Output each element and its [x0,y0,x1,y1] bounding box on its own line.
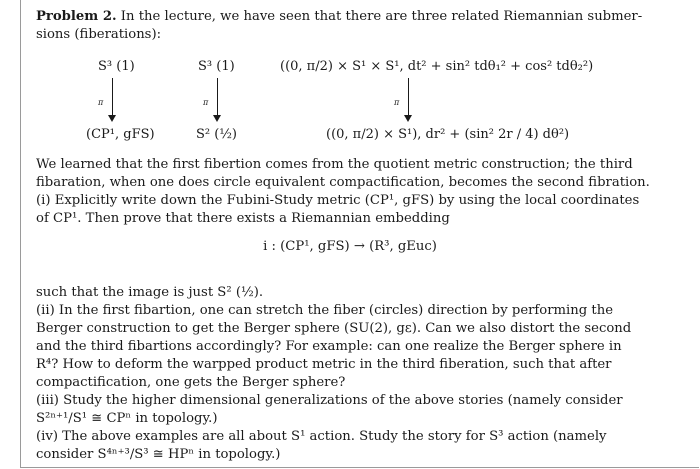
col3-top: ((0, π/2) × S¹ × S¹, dt² + sin² tdθ₁² + cos² tdθ₂²) [280,59,594,74]
paragraph-2-line: such that the image is just S² (½). [36,285,264,300]
col2-arrow: π [211,78,225,124]
problem-header [36,8,670,44]
paragraph-2-line: R⁴? How to deform the warpped product metric in the third fiberation, such that after [36,357,612,372]
col3-bottom: ((0, π/2) × S¹), dr² + (sin² 2r / 4) dθ²) [326,127,570,142]
col2-top: S³ (1) [198,59,235,74]
paragraph-2-line: and the third fibartions accordingly? For example: can one realize the Berger sphere in [36,339,622,354]
col1-arrow: π [106,78,120,124]
paragraph-1-line: We learned that the first fibertion comes from the quotient metric construction; the third [36,157,633,172]
problem-intro-line-2: sions (fiberations): [36,27,162,42]
paragraph-2-line: (iv) The above examples are all about S¹ action. Study the story for S³ action (namely [36,429,607,444]
paragraph-2-line: (iii) Study the higher dimensional generalizations of the above stories (namely consider [36,393,623,408]
col1-top: S³ (1) [98,59,135,74]
paragraph-1 [36,156,668,228]
embedding-formula: i : (CP¹, gFS) → (R³, gEuc) [263,239,437,254]
paragraph-2-line: compactification, one gets the Berger sphere? [36,375,346,390]
paragraph-1-line: (i) Explicitly write down the Fubini-Study metric (CP¹, gFS) by using the local coordinates [36,193,640,208]
col1-bottom: (CP¹, gFS) [86,127,155,142]
paragraph-1-line: fibaration, when one does circle equivalent compactification, becomes the second fibration. [36,175,650,190]
paragraph-1-line: of CP¹. Then prove that there exists a Riemannian embedding [36,211,450,226]
col3-arrow: π [402,78,416,124]
fibration-diagram [36,56,656,152]
problem-intro-text: In the lecture, we have seen that there are three related Riemannian submer- [120,9,643,24]
paragraph-2-line: (ii) In the first fibartion, one can stretch the fiber (circles) direction by performing the [36,303,613,318]
col2-bottom: S² (½) [196,127,237,142]
paragraph-2-line: Berger construction to get the Berger sphere (SU(2), gε). Can we also distort the second [36,321,632,336]
paragraph-2-line: consider S⁴ⁿ⁺³/S³ ≅ HPⁿ in topology.) [36,447,281,462]
paragraph-2 [36,284,668,464]
paragraph-2-line: S²ⁿ⁺¹/S¹ ≅ CPⁿ in topology.) [36,411,218,426]
problem-label: Problem 2. [36,9,117,24]
problem-intro-line-1 [36,8,670,26]
